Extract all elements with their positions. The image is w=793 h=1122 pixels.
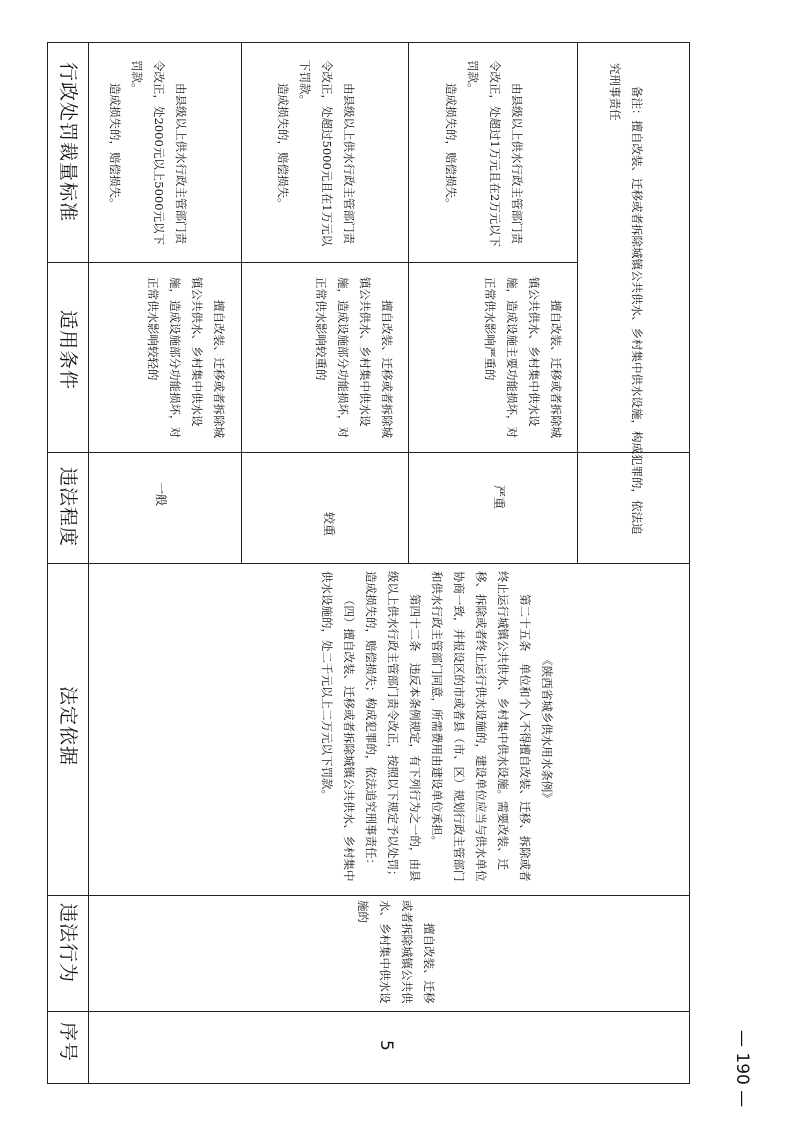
- header-act: 违法行为: [57, 903, 79, 984]
- standard-serious-text: 由县级以上供水行政主管部门责令改正，处超过5000元且在1万元以下罚款。: [298, 60, 356, 247]
- degree-serious: 较重: [322, 512, 336, 537]
- standard-severe-text: 由县级以上供水行政主管部门责令改正，处超过1万元且在2万元以下罚款。: [466, 60, 524, 248]
- degree-severe: 严重: [492, 485, 506, 510]
- remark-text: 备注：擅自改装、迁移或者拆除城镇公共供水、乡村集中供水设施，构成犯罪的，依法追究刑事责任: [608, 63, 644, 535]
- page-number: — 190 —: [732, 1030, 752, 1108]
- condition-severe: [479, 277, 567, 445]
- condition-severe-text: 擅自改装、迁移或者拆除城镇公共供水、乡村集中供水设施，造成设施主要功能损坏，对正常供水影响严重的: [483, 277, 563, 438]
- article-42-item-4: （四）擅自改装、迁移或者拆除城镇公共供水、乡村集中供水设施的，处二千元以上二万元以下罚款。: [320, 571, 356, 882]
- grid-line: [47, 895, 690, 896]
- article-42: 第四十二条 违反本条例规定，有下列行为之一的，由县级以上供水行政主管部门责令改正，按照以下规定予以处罚；造成损失的，赔偿损失；构成犯罪的，依法追究刑事责任：: [364, 571, 422, 882]
- grid-line: [47, 1011, 690, 1012]
- condition-general-text: 擅自改装、迁移或者拆除城镇公共供水、乡村集中供水设施，造成设施部分功能损坏，对正常供水影响较轻的: [146, 277, 226, 438]
- header-conditions: 适用条件: [57, 310, 79, 391]
- violation-act-text: 擅自改装、迁移或者拆除城镇公共供水、乡村集中供水设施的: [356, 900, 436, 1004]
- law-title: 《陕西省城乡供水用水条例》: [540, 654, 554, 804]
- remark: [604, 63, 648, 541]
- condition-serious: [310, 277, 398, 445]
- grid-line: [47, 563, 690, 564]
- standard-general-text: 由县级以上供水行政主管部门责令改正，处2000元以上5000元以下罚款。: [130, 60, 188, 246]
- article-25: 第二十五条 单位和个人不得擅自改装、迁移、拆除或者终止运行城镇公共供水、乡村集中供水设施。需要改装、迁移、拆除或者终止运行供水设施的，建设单位应当与供水单位协商一致，并报设区的市或者县（市、区）规划行政主管部门和供水行政主管部门同意，所需费用由建设单位承担。: [430, 571, 532, 882]
- standard-serious: [272, 60, 360, 250]
- standard-serious-extra: 造成损失的，赔偿损失。: [276, 83, 290, 210]
- header-seq: 序号: [57, 1022, 79, 1063]
- standard-severe-extra: 造成损失的，赔偿损失。: [444, 83, 458, 210]
- condition-serious-text: 擅自改装、迁移或者拆除城镇公共供水、乡村集中供水设施，造成设施部分功能损坏，对正常供水影响较重的: [314, 277, 394, 438]
- row-seq: 5: [376, 1040, 396, 1051]
- grid-line: [47, 452, 690, 453]
- header-standard: 行政处罚裁量标准: [57, 62, 79, 223]
- violation-act: [352, 900, 440, 1008]
- degree-general: 一般: [154, 482, 168, 507]
- condition-general: [142, 277, 230, 445]
- grid-line: [241, 42, 242, 563]
- grid-line: [577, 42, 578, 563]
- standard-general: [104, 60, 192, 250]
- legal-basis: [316, 571, 558, 887]
- standard-severe: [440, 60, 528, 250]
- standard-general-extra: 造成损失的，赔偿损失。: [108, 83, 122, 210]
- header-basis: 法定依据: [57, 686, 79, 767]
- grid-line: [47, 262, 577, 263]
- header-degree: 违法程度: [57, 467, 79, 548]
- grid-line: [408, 42, 409, 563]
- grid-line: [88, 42, 89, 1084]
